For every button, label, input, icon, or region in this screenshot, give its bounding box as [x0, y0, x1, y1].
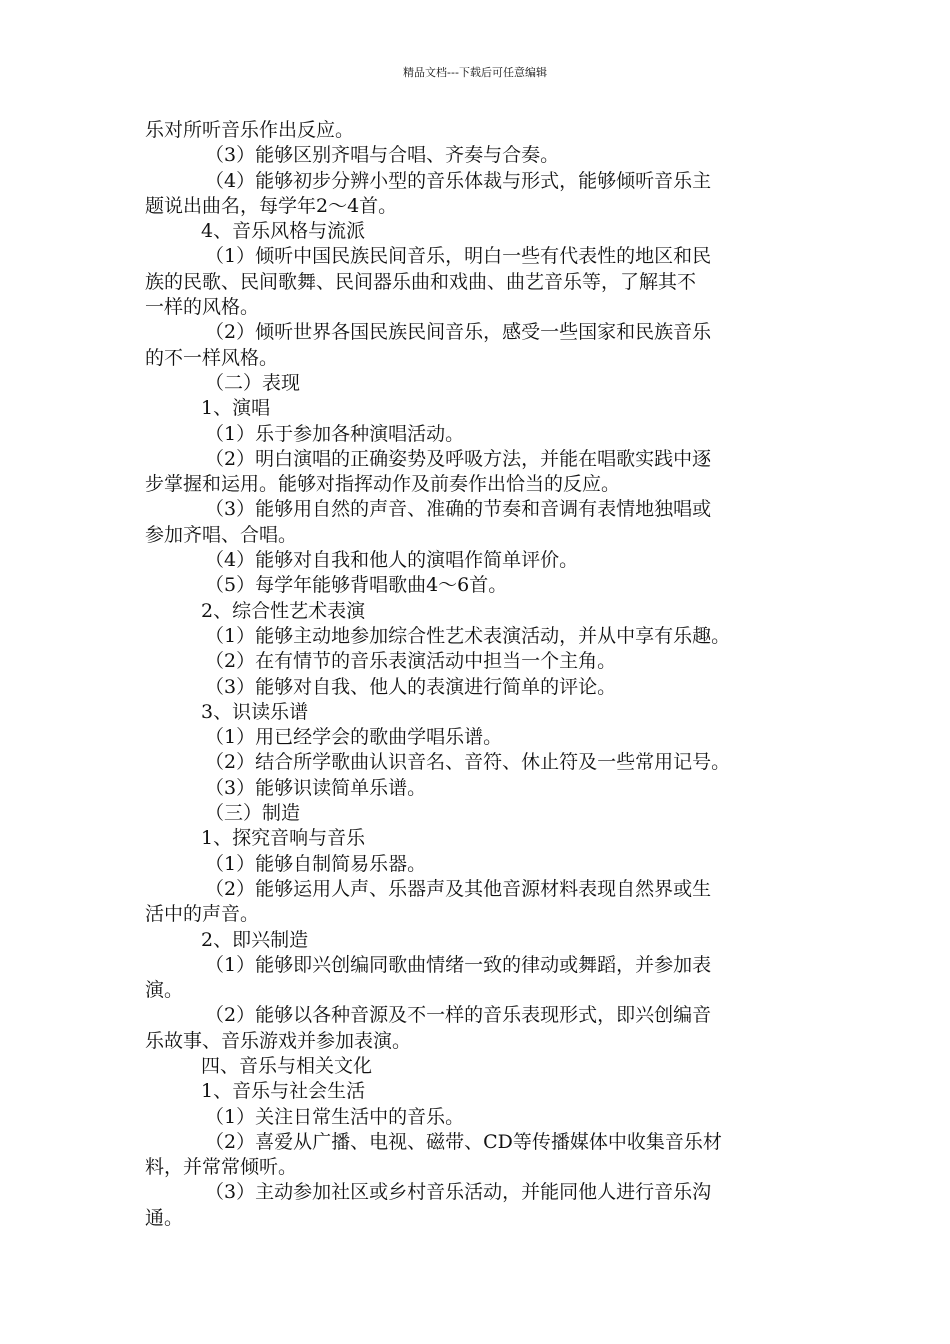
text-line: 2、即兴制造 — [201, 928, 309, 951]
text-line: 一样的风格。 — [145, 296, 260, 319]
text-line: （1）用已经学会的歌曲学唱乐谱。 — [205, 726, 503, 749]
text-line: （1）倾听中国民族民间音乐，明白一些有代表性的地区和民 — [205, 245, 712, 268]
text-line: 的不一样风格。 — [145, 346, 279, 369]
text-line: 1、音乐与社会生活 — [201, 1080, 366, 1103]
text-line: （3）能够对自我、他人的表演进行简单的评论。 — [205, 675, 617, 698]
text-line: 参加齐唱、合唱。 — [145, 523, 298, 546]
text-line: （2）结合所学歌曲认识音名、音符、休止符及一些常用记号。 — [205, 751, 731, 774]
text-line: （1）能够即兴创编同歌曲情绪一致的律动或舞蹈，并参加表 — [205, 953, 712, 976]
text-line: 1、探究音响与音乐 — [201, 827, 366, 850]
text-line: （2）在有情节的音乐表演活动中担当一个主角。 — [205, 650, 617, 673]
text-line: （二）表现 — [205, 371, 301, 394]
text-line: 步掌握和运用。能够对指挥动作及前奏作出恰当的反应。 — [145, 473, 621, 496]
text-line: （3）能够用自然的声音、准确的节奏和音调有表情地独唱或 — [205, 498, 712, 521]
text-line: 活中的声音。 — [145, 903, 260, 926]
text-line: 料，并常常倾听。 — [145, 1156, 298, 1179]
text-line: （2）能够运用人声、乐器声及其他音源材料表现自然界或生 — [205, 877, 712, 900]
text-line: 2、综合性艺术表演 — [201, 599, 366, 622]
text-line: （1）能够自制简易乐器。 — [205, 852, 427, 875]
text-line: （2）明白演唱的正确姿势及呼吸方法，并能在唱歌实践中逐 — [205, 447, 712, 470]
text-line: （2）倾听世界各国民族民间音乐，感受一些国家和民族音乐 — [205, 321, 712, 344]
document-body — [145, 118, 810, 1231]
text-line: 乐对所听音乐作出反应。 — [145, 119, 355, 141]
text-line: 族的民歌、民间歌舞、民间器乐曲和戏曲、曲艺音乐等，了解其不 — [145, 270, 697, 293]
text-line: 题说出曲名，每学年2～4首。 — [145, 194, 398, 217]
text-line: 1、演唱 — [201, 397, 271, 420]
text-line: （2）能够以各种音源及不一样的音乐表现形式，即兴创编音 — [205, 1004, 712, 1027]
text-line: （3）主动参加社区或乡村音乐活动，并能同他人进行音乐沟 — [205, 1181, 712, 1204]
text-line: （1）乐于参加各种演唱活动。 — [205, 422, 465, 445]
text-line: （4）能够初步分辨小型的音乐体裁与形式，能够倾听音乐主 — [205, 169, 712, 192]
text-line: （5）每学年能够背唱歌曲4～6首。 — [205, 574, 508, 597]
text-line: 演。 — [145, 979, 184, 1002]
text-line: 3、识读乐谱 — [201, 700, 309, 723]
text-line: （1）能够主动地参加综合性艺术表演活动，并从中享有乐趣。 — [205, 624, 731, 647]
text-line: （2）喜爱从广播、电视、磁带、CD等传播媒体中收集音乐材 — [205, 1130, 722, 1153]
text-line: （三）制造 — [205, 802, 301, 825]
text-line: 四、音乐与相关文化 — [201, 1054, 373, 1077]
text-line: （3）能够识读简单乐谱。 — [205, 776, 427, 799]
text-line: 4、音乐风格与流派 — [201, 220, 366, 243]
text-line: （3）能够区别齐唱与合唱、齐奏与合奏。 — [205, 144, 560, 167]
text-line: （4）能够对自我和他人的演唱作简单评价。 — [205, 549, 579, 572]
text-line: （1）关注日常生活中的音乐。 — [205, 1105, 465, 1128]
text-line: 通。 — [145, 1206, 184, 1229]
text-line: 乐故事、音乐游戏并参加表演。 — [145, 1029, 412, 1052]
page-header: 精品文档---下载后可任意编辑 — [403, 66, 547, 79]
